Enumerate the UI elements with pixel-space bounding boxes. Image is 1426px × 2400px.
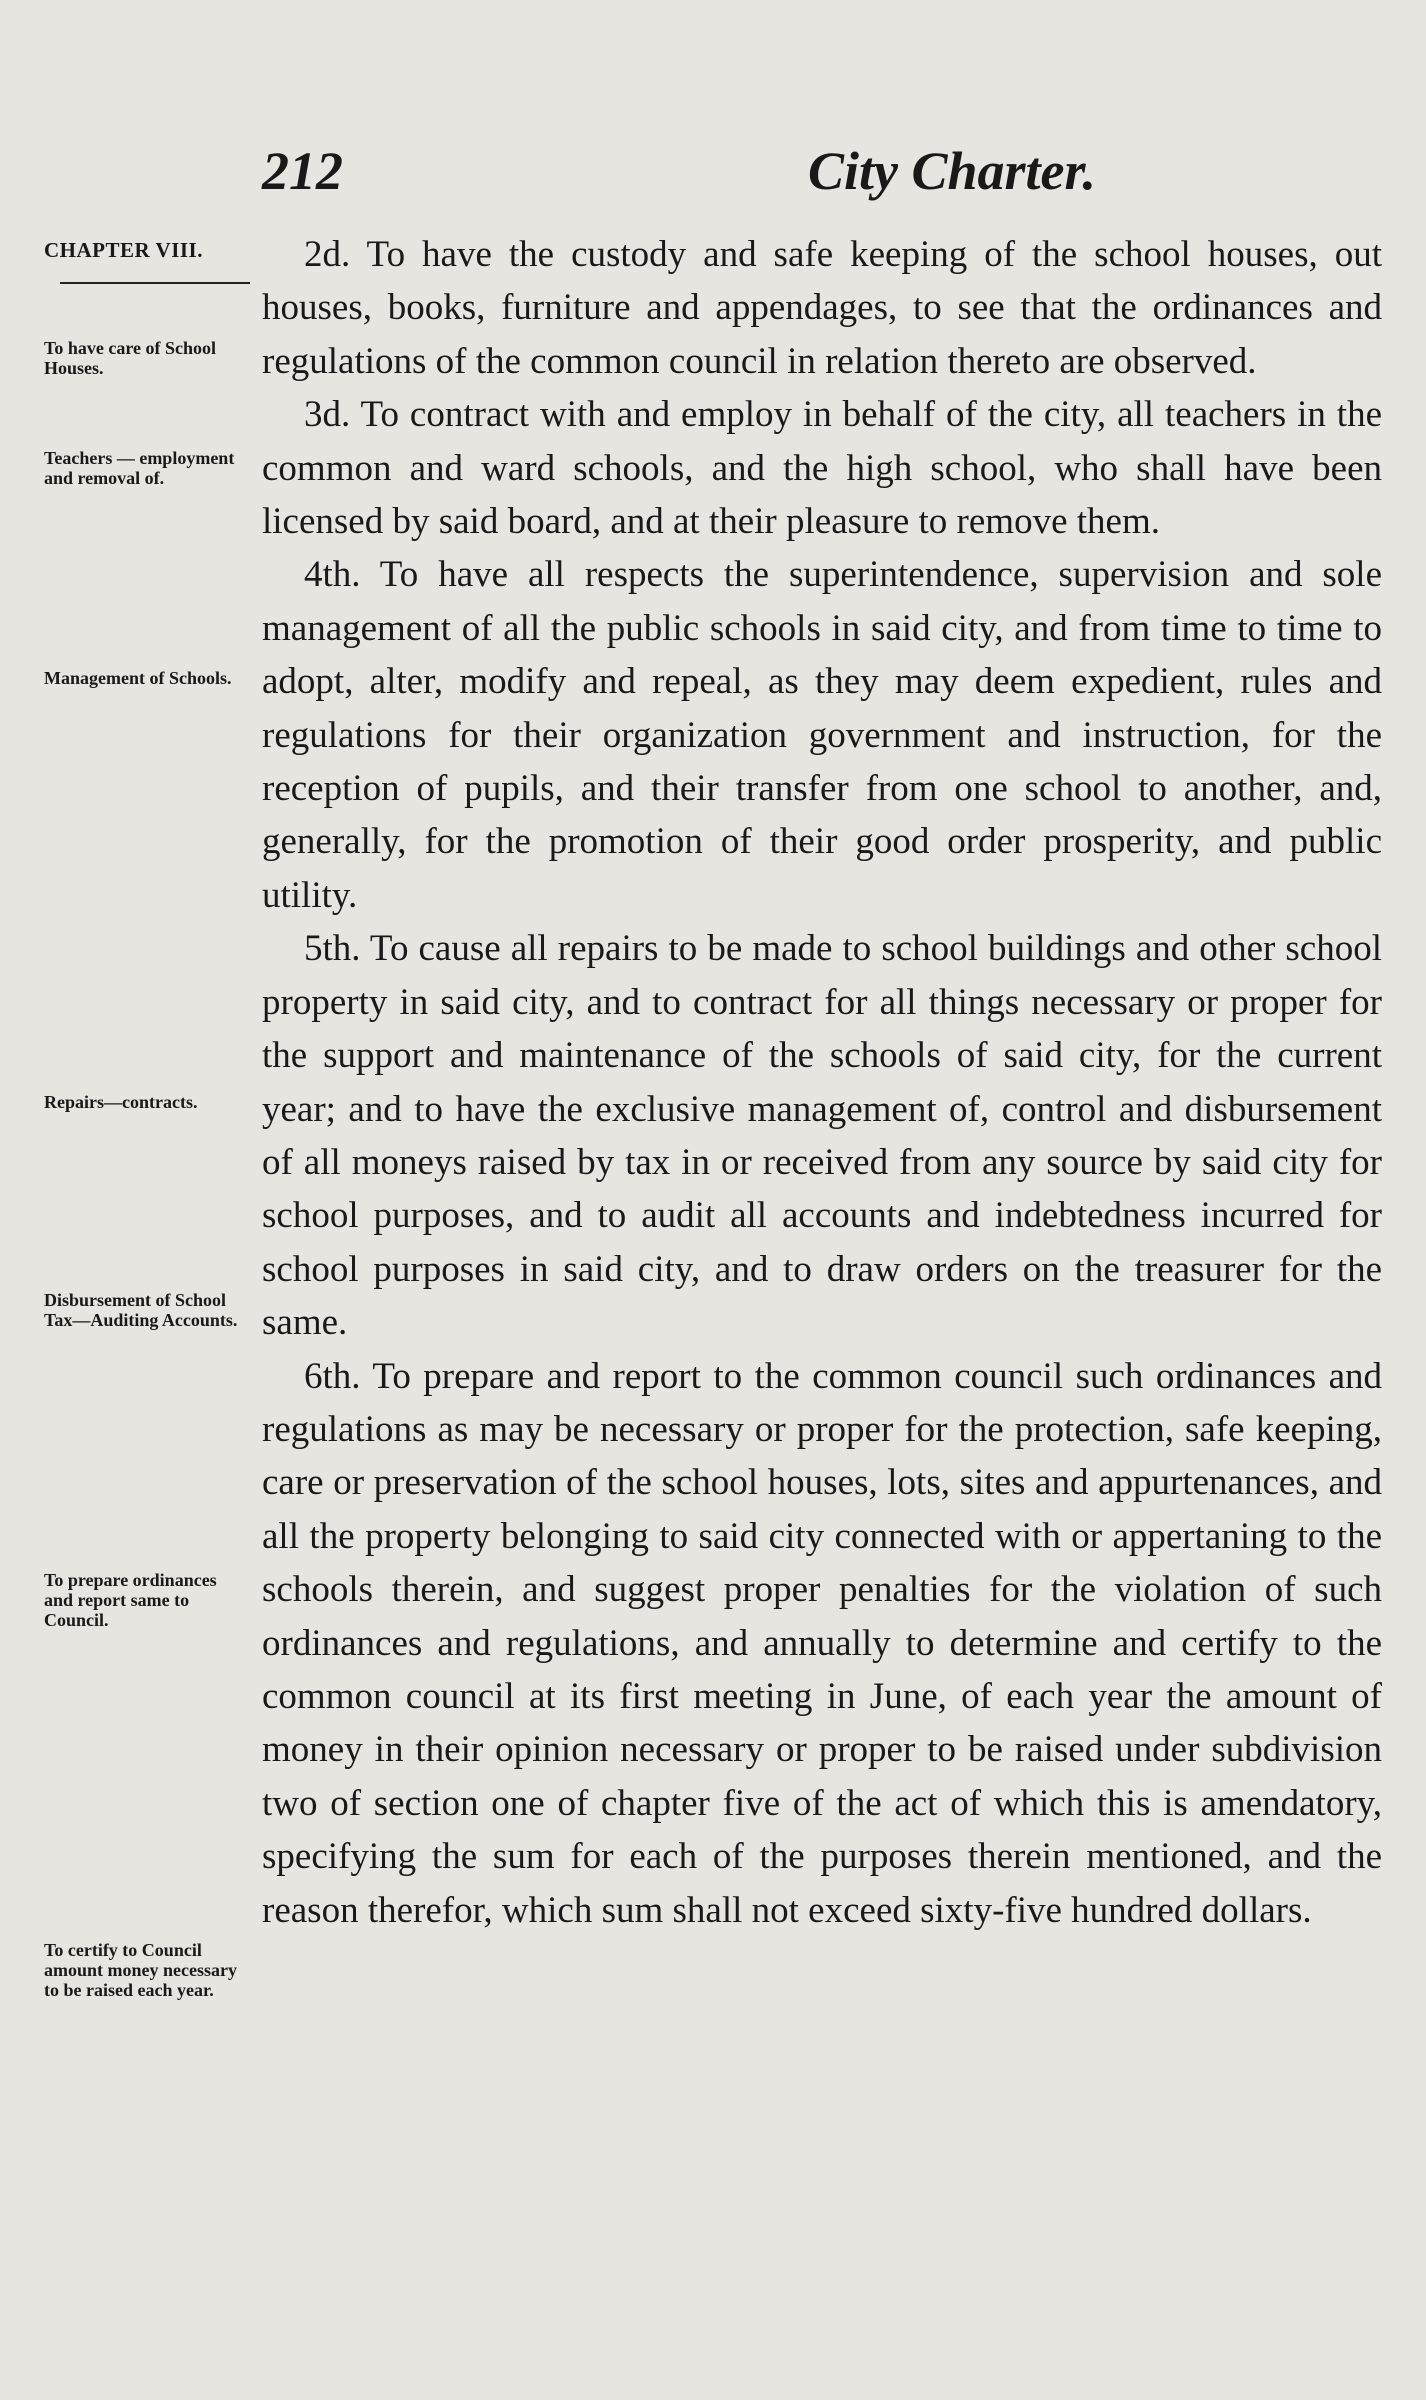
paragraph: 6th. To prepare and report to the common council such ordinances and regulations as may be necessary or proper for the protection, safe keeping, care or preservation of the school houses, lots, sites and appurtenances, and all the property belonging to said city connected with or appertaning to the schools therein, and suggest proper penalties for the violation of such ordinances and regulations, and annually to determine and certify to the common council at its first meeting in June, of each year the amount of money in their opinion necessary or proper to be raised under subdivision two of section one of chapter five of the act of which this is amendatory, specifying the sum for each of the purposes therein mentioned, and the reason therefor, which sum shall not exceed sixty-five hundred dollars.: [262, 1355, 1382, 1931]
margin-note: To have care of School Houses.: [44, 338, 217, 378]
paragraph: 2d. To have the custody and safe keeping of the school houses, out houses, books, furniture and appendages, to see that the ordinances and regulations of the common council in relation thereto are observed.: [262, 234, 1382, 382]
body-text: [262, 228, 1382, 1937]
margin-note: Management of Schools.: [44, 668, 232, 688]
paragraph: 4th. To have all respects the superintendence, supervision and sole management of all the public schools in said city, and from time to time to adopt, alter, modify and repeal, as they may deem expedient, rules and regulations for their organization government and instruction, for the reception of pupils, and their transfer from one school to another, and, generally, for the promotion of their good order prosperity, and public utility.: [262, 554, 1382, 916]
chapter-rule: [60, 282, 250, 284]
paragraph: 5th. To cause all repairs to be made to school buildings and other school property in said city, and to contract for all things necessary or proper for the support and maintenance of the schools of said city, for the current year; and to have the exclusive management of, control and disbursement of all moneys raised by tax in or received from any source by said city for school purposes, and to audit all accounts and indebtedness incurred for school purposes in said city, and to draw orders on the treasurer for the same.: [262, 928, 1382, 1344]
page-number: 212: [262, 141, 343, 201]
margin-note: Repairs—contracts.: [44, 1092, 198, 1112]
margin-note: To certify to Council amount money necessary to be raised each year.: [44, 1940, 237, 2000]
running-title: City Charter.: [807, 141, 1097, 201]
margin-note: Teachers — employment and removal of.: [44, 448, 235, 488]
margin-note: Disbursement of School Tax—Auditing Accounts.: [44, 1290, 238, 1330]
page-header: [262, 140, 1382, 210]
margin-note: To prepare ordinances and report same to Council.: [44, 1570, 217, 1630]
chapter-label: CHAPTER VIII.: [44, 238, 203, 262]
paragraph: 3d. To contract with and employ in behalf of the city, all teachers in the common and ward schools, and the high school, who shall have been licensed by said board, and at their pleasure to remove them.: [262, 394, 1382, 543]
